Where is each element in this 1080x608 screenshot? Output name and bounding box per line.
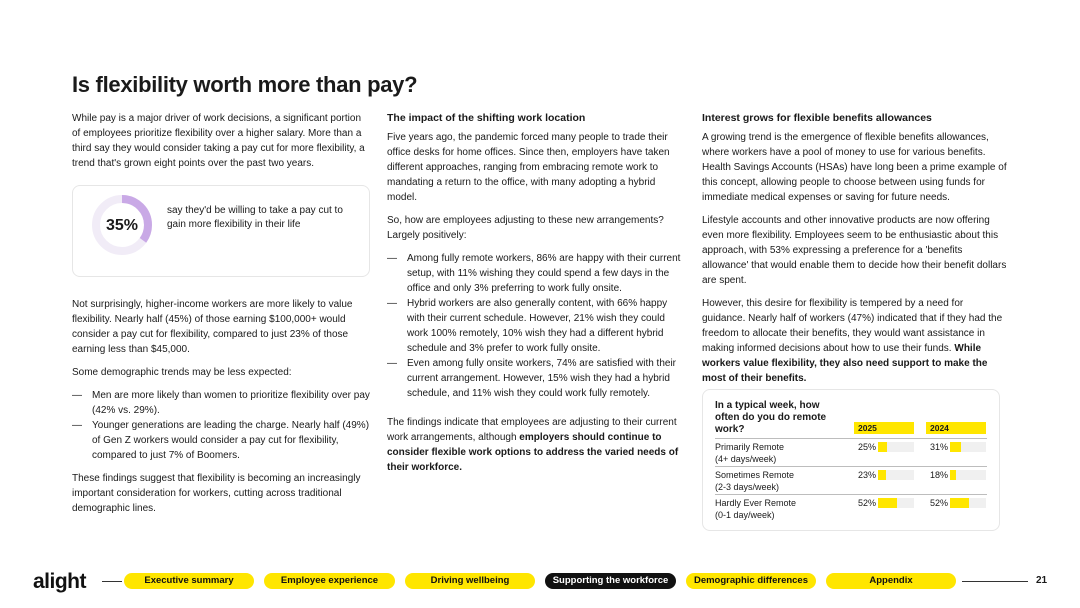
nav-demographic-differences[interactable]: Demographic differences <box>686 573 816 589</box>
alight-logo[interactable]: alight <box>33 570 86 593</box>
intro-paragraph: While pay is a major driver of work decisions, a significant portion of employees prioritize flexibility over a higher salary. More than a third say they would consider taking a pay cut for more flexibility, a trend that's grown eight points over the past two years. <box>72 113 365 169</box>
nav-employee-experience[interactable]: Employee experience <box>264 573 395 589</box>
nav-appendix[interactable]: Appendix <box>826 573 956 589</box>
remote-work-table <box>702 389 1000 531</box>
text-plain: The findings indicate that employees are adjusting to their current work arrangements, although <box>387 417 677 443</box>
row-label <box>715 469 794 493</box>
row-sub: (0-1 day/week) <box>715 510 775 520</box>
text-bold: employers should continue to consider flexible work options to address the varied needs of their workforce. <box>387 432 679 473</box>
nav-executive-summary[interactable]: Executive summary <box>124 573 254 589</box>
divider <box>962 581 1028 582</box>
column-middle <box>387 111 687 483</box>
paragraph: Lifestyle accounts and other innovative products are now offering even more flexibility. Employees seem to be enthusiastic about this approach, with 53% expressing a preference for a 'benefits allowance' that would enable them to decide how their benefit dollars are spent. <box>702 215 1007 286</box>
paragraph: Five years ago, the pandemic forced many people to trade their office desks for home offices. Since then, employers have taken different approaches, ranging from embracing remote work to mandating a return to the office, with many adopting a hybrid model. <box>387 132 670 203</box>
value-text: 52% <box>930 498 949 508</box>
text-bold: While workers value flexibility, they also need support to make the most of their benefits. <box>702 343 988 384</box>
nav-supporting-the-workforce[interactable]: Supporting the workforce <box>545 573 676 589</box>
row-label <box>715 441 784 465</box>
value-2024 <box>926 497 986 509</box>
section-heading: Interest grows for flexible benefits allowances <box>702 112 932 124</box>
bar-fill <box>878 470 886 480</box>
value-2025 <box>854 469 914 481</box>
value-2025 <box>854 497 914 509</box>
year-label-2024: 2024 <box>926 422 986 434</box>
paragraph <box>387 415 687 475</box>
list-item: — Younger generations are leading the charge. Nearly half (49%) of Gen Z workers would consider a pay cut for flexibility, compared to just 7% of Boomers. <box>72 418 370 463</box>
bar-track <box>950 498 986 508</box>
column-left <box>72 111 370 524</box>
value-text: 31% <box>930 442 949 452</box>
list-item: — Men are more likely than women to prioritize flexibility over pay (42% vs. 29%). <box>72 388 370 418</box>
table-row <box>715 494 987 522</box>
list-item: — Among fully remote workers, 86% are happy with their current setup, with 11% wishing they could spend a few days in the office and only 3% preferring to work fully onsite. <box>387 251 687 296</box>
conclusion-paragraph: These findings suggest that flexibility is becoming an increasingly important consideration for workers, cutting across traditional demographic lines. <box>72 473 361 514</box>
stat-callout <box>72 185 370 277</box>
paragraph: A growing trend is the emergence of flexible benefits allowances, where workers have a pool of money to use for various benefits. Health Savings Accounts (HSAs) have long been a prime example of this concept, allowing people to choose between using funds for immediate medical expenses or saving for future needs. <box>702 132 1007 203</box>
bar-fill <box>950 442 961 452</box>
text-plain: However, this desire for flexibility is tempered by a need for guidance. Nearly half of workers (47%) indicated that if they had the freedom to allocate their benefits, they would want assistance in making informed decisions about how to use their funds. <box>702 298 1003 354</box>
value-text: 52% <box>858 498 877 508</box>
divider <box>102 581 122 582</box>
row-title: Sometimes Remote <box>715 470 795 480</box>
bar-fill <box>878 498 897 508</box>
paragraph: So, how are employees adjusting to these new arrangements? Largely positively: <box>387 215 664 241</box>
page-number: 21 <box>1036 575 1048 586</box>
value-2025 <box>854 441 914 453</box>
income-paragraph: Not surprisingly, higher-income workers are more likely to value flexibility. Nearly half (45%) of those earning $100,000+ would consider a pay cut for flexibility, compared to just 23% of those earning less than $45,000. <box>72 299 353 355</box>
bar-fill <box>950 498 969 508</box>
row-title: Primarily Remote <box>715 442 785 452</box>
year-label-2025: 2025 <box>854 422 914 434</box>
page-title: Is flexibility worth more than pay? <box>72 72 418 97</box>
table-header <box>715 400 987 438</box>
row-label <box>715 497 796 521</box>
stat-text: say they'd be willing to take a pay cut to gain more flexibility in their life <box>167 205 343 230</box>
paragraph <box>702 296 1008 386</box>
value-2024 <box>926 441 986 453</box>
value-text: 18% <box>930 470 949 480</box>
value-2024 <box>926 469 986 481</box>
row-sub: (4+ days/week) <box>715 454 777 464</box>
value-text: 25% <box>858 442 877 452</box>
bar-track <box>950 470 986 480</box>
bar-fill <box>950 470 956 480</box>
list-item: — Even among fully onsite workers, 74% are satisfied with their current arrangement. However, 15% wish they had a hybrid schedule, and 11% wish they could work fully remotely. <box>387 356 687 401</box>
bar-track <box>950 442 986 452</box>
stat-value: 35% <box>105 216 139 234</box>
value-text: 23% <box>858 470 877 480</box>
table-row <box>715 438 987 466</box>
row-title: Hardly Ever Remote <box>715 498 797 508</box>
bar-track <box>878 442 914 452</box>
table-row <box>715 466 987 494</box>
bar-track <box>878 470 914 480</box>
bar-fill <box>878 442 887 452</box>
section-heading: The impact of the shifting work location <box>387 112 586 124</box>
row-sub: (2-3 days/week) <box>715 482 780 492</box>
demographic-intro: Some demographic trends may be less expected: <box>72 367 292 378</box>
list-item: — Hybrid workers are also generally content, with 66% happy with their current schedule. However, 21% wish they could work 100% remotely, 10% wish they had a different hybrid schedule and 3% prefer to work fully onsite. <box>387 296 687 356</box>
bar-track <box>878 498 914 508</box>
footer-nav <box>0 568 1080 596</box>
table-question: In a typical week, how often do you do remote work? <box>715 400 827 435</box>
nav-driving-wellbeing[interactable]: Driving wellbeing <box>405 573 535 589</box>
column-right <box>702 111 1008 394</box>
